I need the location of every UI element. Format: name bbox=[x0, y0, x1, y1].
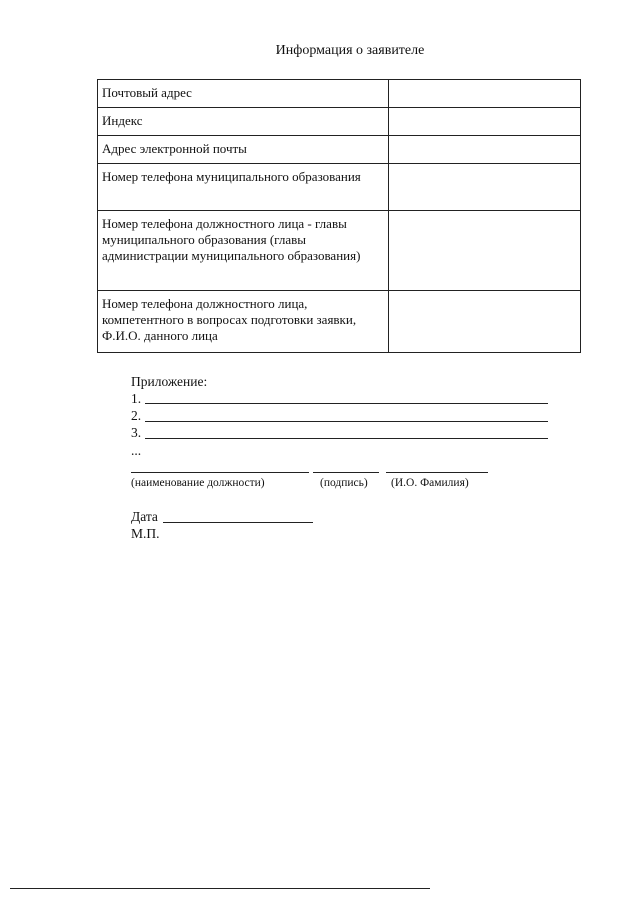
table-row bbox=[98, 80, 581, 108]
table-row bbox=[98, 108, 581, 136]
signature-caption: (подпись) bbox=[320, 477, 368, 489]
appendix-item-1-number: 1. bbox=[131, 391, 142, 406]
row-value-index[interactable] bbox=[389, 108, 581, 136]
date-label: Дата bbox=[131, 509, 158, 524]
stamp-label: М.П. bbox=[131, 526, 160, 541]
table-row bbox=[98, 211, 581, 291]
appendix-item-2-number: 2. bbox=[131, 408, 142, 423]
name-caption: (И.О. Фамилия) bbox=[391, 477, 469, 489]
page-title: Информация о заявителе bbox=[275, 43, 425, 58]
appendix-heading: Приложение: bbox=[131, 374, 208, 389]
row-value-official-phone[interactable] bbox=[389, 291, 581, 353]
applicant-info-table bbox=[97, 79, 581, 353]
row-value-head-phone[interactable] bbox=[389, 211, 581, 291]
row-value-postal-address[interactable] bbox=[389, 80, 581, 108]
table-row bbox=[98, 291, 581, 353]
row-value-municipality-phone[interactable] bbox=[389, 164, 581, 211]
footnote-divider bbox=[10, 888, 430, 889]
row-label-email: Адрес электронной почты bbox=[98, 136, 389, 164]
row-label-head-phone: Номер телефона должностного лица - главы муниципального образования (главы администрации муниципального образования) bbox=[98, 211, 389, 291]
appendix-ellipsis: ... bbox=[131, 443, 142, 458]
row-label-postal-address: Почтовый адрес bbox=[98, 80, 389, 108]
appendix-item-1-line[interactable] bbox=[145, 403, 548, 404]
appendix-item-3-number: 3. bbox=[131, 425, 142, 440]
appendix-item-3-line[interactable] bbox=[145, 438, 548, 439]
name-signature-line[interactable] bbox=[386, 472, 488, 473]
signature-line[interactable] bbox=[313, 472, 379, 473]
row-label-index: Индекс bbox=[98, 108, 389, 136]
table-row bbox=[98, 164, 581, 211]
row-label-municipality-phone: Номер телефона муниципального образования bbox=[98, 164, 389, 211]
table-row bbox=[98, 136, 581, 164]
row-value-email[interactable] bbox=[389, 136, 581, 164]
position-signature-line[interactable] bbox=[131, 472, 309, 473]
row-label-official-phone: Номер телефона должностного лица, компетентного в вопросах подготовки заявки, Ф.И.О. данного лица bbox=[98, 291, 389, 353]
date-line[interactable] bbox=[163, 522, 313, 523]
appendix-item-2-line[interactable] bbox=[145, 421, 548, 422]
position-caption: (наименование должности) bbox=[131, 477, 265, 489]
